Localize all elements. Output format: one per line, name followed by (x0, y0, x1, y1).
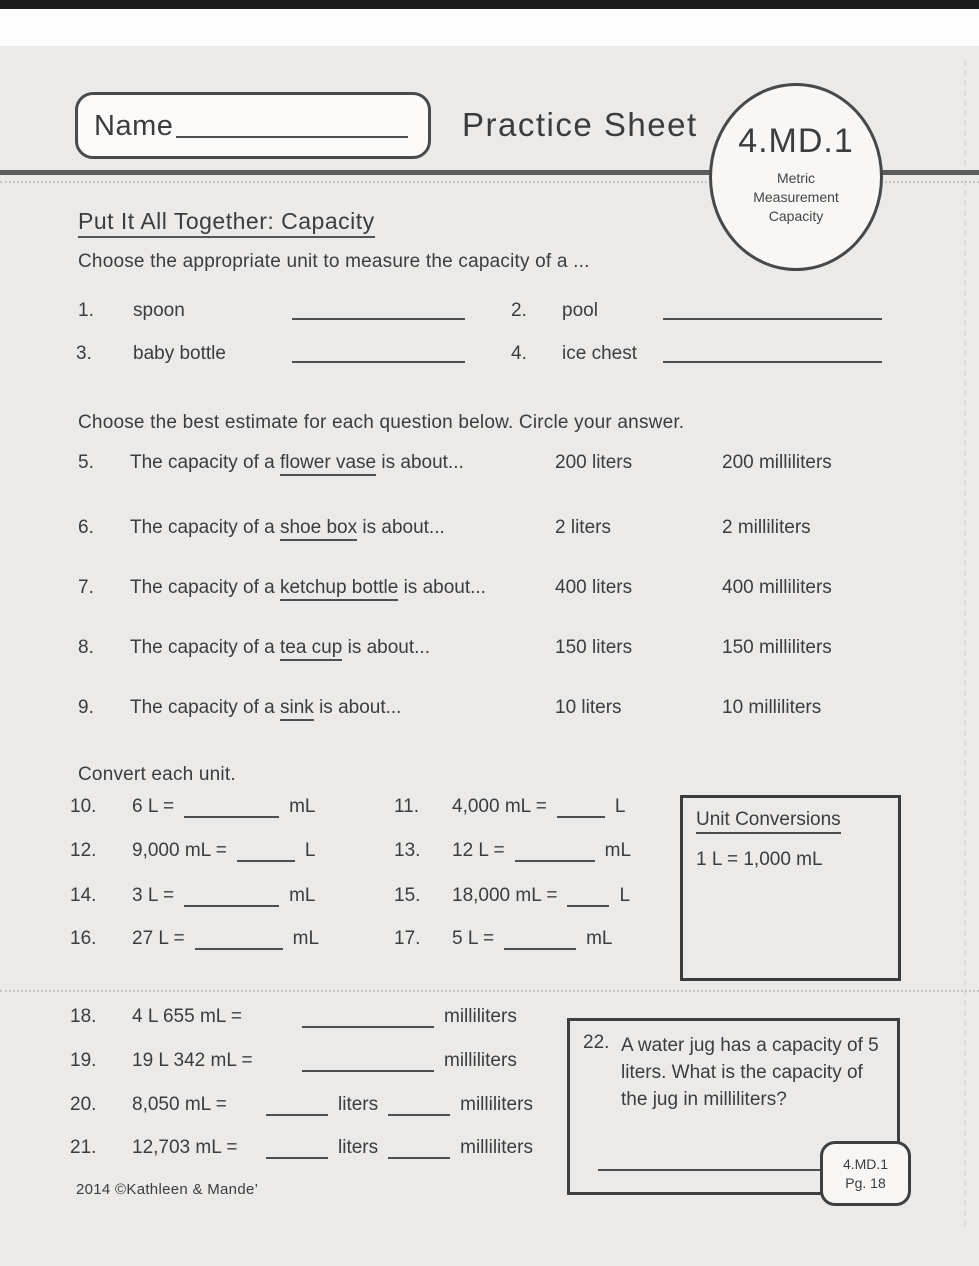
conversion-lhs: 4,000 mL = (452, 796, 547, 817)
estimate-option-liters[interactable]: 200 liters (555, 452, 633, 473)
question-prefix: The capacity of a (130, 637, 275, 658)
conversion-unit: L (304, 840, 316, 861)
problem-number: 14. (70, 885, 97, 906)
page-title: Practice Sheet (462, 106, 698, 143)
conversion-unit: mL (289, 796, 316, 817)
standard-subtitle-line: Capacity (768, 208, 824, 224)
problem-number: 17. (394, 928, 421, 949)
scan-artifact-top (0, 0, 979, 9)
problem-number: 19. (70, 1050, 97, 1071)
section-heading-text: Put It All Together: Capacity (78, 208, 375, 238)
conversion-lhs: 12,703 mL = (132, 1137, 238, 1158)
estimate-option-milliliters[interactable]: 200 milliliters (722, 452, 832, 473)
unit-conversions-fact: 1 L = 1,000 mL (696, 849, 823, 870)
conversion-unit: milliliters (460, 1094, 533, 1115)
question-number: 7. (78, 577, 94, 598)
question-item: shoe box (280, 517, 357, 541)
answer-blank-10[interactable] (184, 801, 279, 818)
unit-conversions-title: Unit Conversions (696, 809, 841, 834)
conversion-unit: L (614, 796, 626, 817)
question-suffix: is about... (403, 577, 486, 598)
estimate-question-row (0, 577, 979, 605)
conversion-lhs: 8,050 mL = (132, 1094, 227, 1115)
answer-blank-18[interactable] (302, 1011, 434, 1028)
problem-number: 16. (70, 928, 97, 949)
name-field-box (75, 92, 431, 159)
estimate-option-milliliters[interactable]: 10 milliliters (722, 697, 822, 718)
copyright-credit: 2014 ©Kathleen & Mande’ (76, 1181, 259, 1198)
question-suffix: is about... (319, 697, 402, 718)
unit-item-row (0, 300, 979, 328)
estimate-option-liters[interactable]: 400 liters (555, 577, 633, 598)
question-text (130, 697, 401, 719)
question-prefix: The capacity of a (130, 452, 275, 473)
conversion-lhs: 18,000 mL = (452, 885, 558, 906)
item-number: 3. (76, 343, 92, 364)
name-blank-line[interactable] (176, 136, 408, 138)
answer-blank-20-liters[interactable] (266, 1099, 328, 1116)
problem-number: 15. (394, 885, 421, 906)
standard-code: 4.MD.1 (738, 122, 854, 160)
question-prefix: The capacity of a (130, 577, 275, 598)
conversion-unit: milliliters (460, 1137, 533, 1158)
question-number: 9. (78, 697, 94, 718)
convert-instruction: Convert each unit. (78, 764, 236, 785)
unit-conversions-box (680, 795, 901, 981)
conversion-lhs: 6 L = (132, 796, 175, 817)
question-number: 8. (78, 637, 94, 658)
question-suffix: is about... (381, 452, 464, 473)
item-label: baby bottle (133, 343, 226, 364)
dotted-separator-bottom (0, 990, 979, 992)
question-item: sink (280, 697, 314, 721)
conversion-unit: mL (586, 928, 613, 949)
problem-number: 18. (70, 1006, 97, 1027)
conversion-unit: L (619, 885, 631, 906)
problem-number: 12. (70, 840, 97, 861)
question-text (130, 517, 445, 539)
estimate-option-liters[interactable]: 10 liters (555, 697, 622, 718)
estimate-option-liters[interactable]: 150 liters (555, 637, 633, 658)
estimate-option-milliliters[interactable]: 400 milliliters (722, 577, 832, 598)
conversion-unit: liters (338, 1094, 379, 1115)
answer-blank-15[interactable] (567, 890, 609, 907)
item-label: ice chest (562, 343, 637, 364)
conversion-unit: mL (604, 840, 632, 861)
conversion-unit: mL (292, 928, 320, 949)
item-number: 1. (78, 300, 94, 321)
page-badge-standard: 4.MD.1 (842, 1155, 889, 1172)
estimate-question-row (0, 697, 979, 725)
answer-blank-11[interactable] (557, 801, 605, 818)
answer-blank-21-milliliters[interactable] (388, 1142, 450, 1159)
conversion-lhs: 27 L = (132, 928, 185, 949)
section-heading (78, 208, 375, 235)
estimate-question-row (0, 452, 979, 480)
answer-blank-20-milliliters[interactable] (388, 1099, 450, 1116)
question-number: 6. (78, 517, 94, 538)
question-text (130, 577, 486, 599)
page-badge-number: Pg. 18 (845, 1174, 886, 1191)
standard-subtitle-line: Measurement (753, 189, 839, 205)
question-prefix: The capacity of a (130, 697, 275, 718)
answer-blank-14[interactable] (184, 890, 279, 907)
estimates-instruction: Choose the best estimate for each question below. Circle your answer. (78, 412, 685, 433)
problem-number: 21. (70, 1137, 97, 1158)
answer-blank-2[interactable] (663, 300, 882, 320)
conversion-unit: liters (338, 1137, 379, 1158)
estimate-question-row (0, 517, 979, 545)
problem-number: 22. (583, 1032, 610, 1053)
unit-item-row (0, 343, 979, 371)
problem-number: 10. (70, 796, 97, 817)
item-label: pool (562, 300, 598, 321)
answer-blank-1[interactable] (292, 300, 465, 320)
item-label: spoon (133, 300, 185, 321)
conversion-lhs: 3 L = (132, 885, 175, 906)
item-number: 4. (511, 343, 527, 364)
question-item: ketchup bottle (280, 577, 398, 601)
answer-blank-17[interactable] (504, 933, 576, 950)
page-number-badge (820, 1141, 911, 1206)
answer-blank-19[interactable] (302, 1055, 434, 1072)
answer-blank-22[interactable] (598, 1169, 828, 1171)
answer-blank-21-liters[interactable] (266, 1142, 328, 1159)
question-prefix: The capacity of a (130, 517, 275, 538)
conversion-lhs: 4 L 655 mL = (132, 1006, 243, 1027)
problem-number: 11. (394, 796, 420, 817)
answer-blank-16[interactable] (195, 933, 283, 950)
estimate-option-liters[interactable]: 2 liters (555, 517, 611, 538)
standard-badge (709, 83, 883, 271)
question-suffix: is about... (362, 517, 445, 538)
standard-subtitle-line: Metric (776, 170, 816, 186)
units-instruction: Choose the appropriate unit to measure the capacity of a ... (78, 251, 590, 272)
word-problem-text: A water jug has a capacity of 5 liters. What is the capacity of the jug in milliliters? (621, 1035, 879, 1110)
item-number: 2. (511, 300, 527, 321)
answer-blank-13[interactable] (515, 845, 595, 862)
question-item: tea cup (280, 637, 342, 661)
conversion-unit: milliliters (444, 1006, 517, 1027)
estimate-option-milliliters[interactable]: 2 milliliters (722, 517, 811, 538)
conversion-lhs: 5 L = (452, 928, 495, 949)
answer-blank-3[interactable] (292, 343, 465, 363)
conversion-unit: milliliters (444, 1050, 517, 1071)
conversion-lhs: 12 L = (452, 840, 505, 861)
problem-number: 20. (70, 1094, 97, 1115)
estimate-question-row (0, 637, 979, 665)
conversion-unit: mL (289, 885, 316, 906)
question-text (130, 452, 464, 474)
estimate-option-milliliters[interactable]: 150 milliliters (722, 637, 832, 658)
question-number: 5. (78, 452, 94, 473)
question-text (130, 637, 430, 659)
answer-blank-4[interactable] (663, 343, 882, 363)
problem-number: 13. (394, 840, 421, 861)
question-suffix: is about... (347, 637, 430, 658)
answer-blank-12[interactable] (237, 845, 295, 862)
conversion-lhs: 19 L 342 mL = (132, 1050, 253, 1071)
conversion-lhs: 9,000 mL = (132, 840, 227, 861)
question-item: flower vase (280, 452, 376, 476)
name-label: Name (94, 110, 174, 142)
